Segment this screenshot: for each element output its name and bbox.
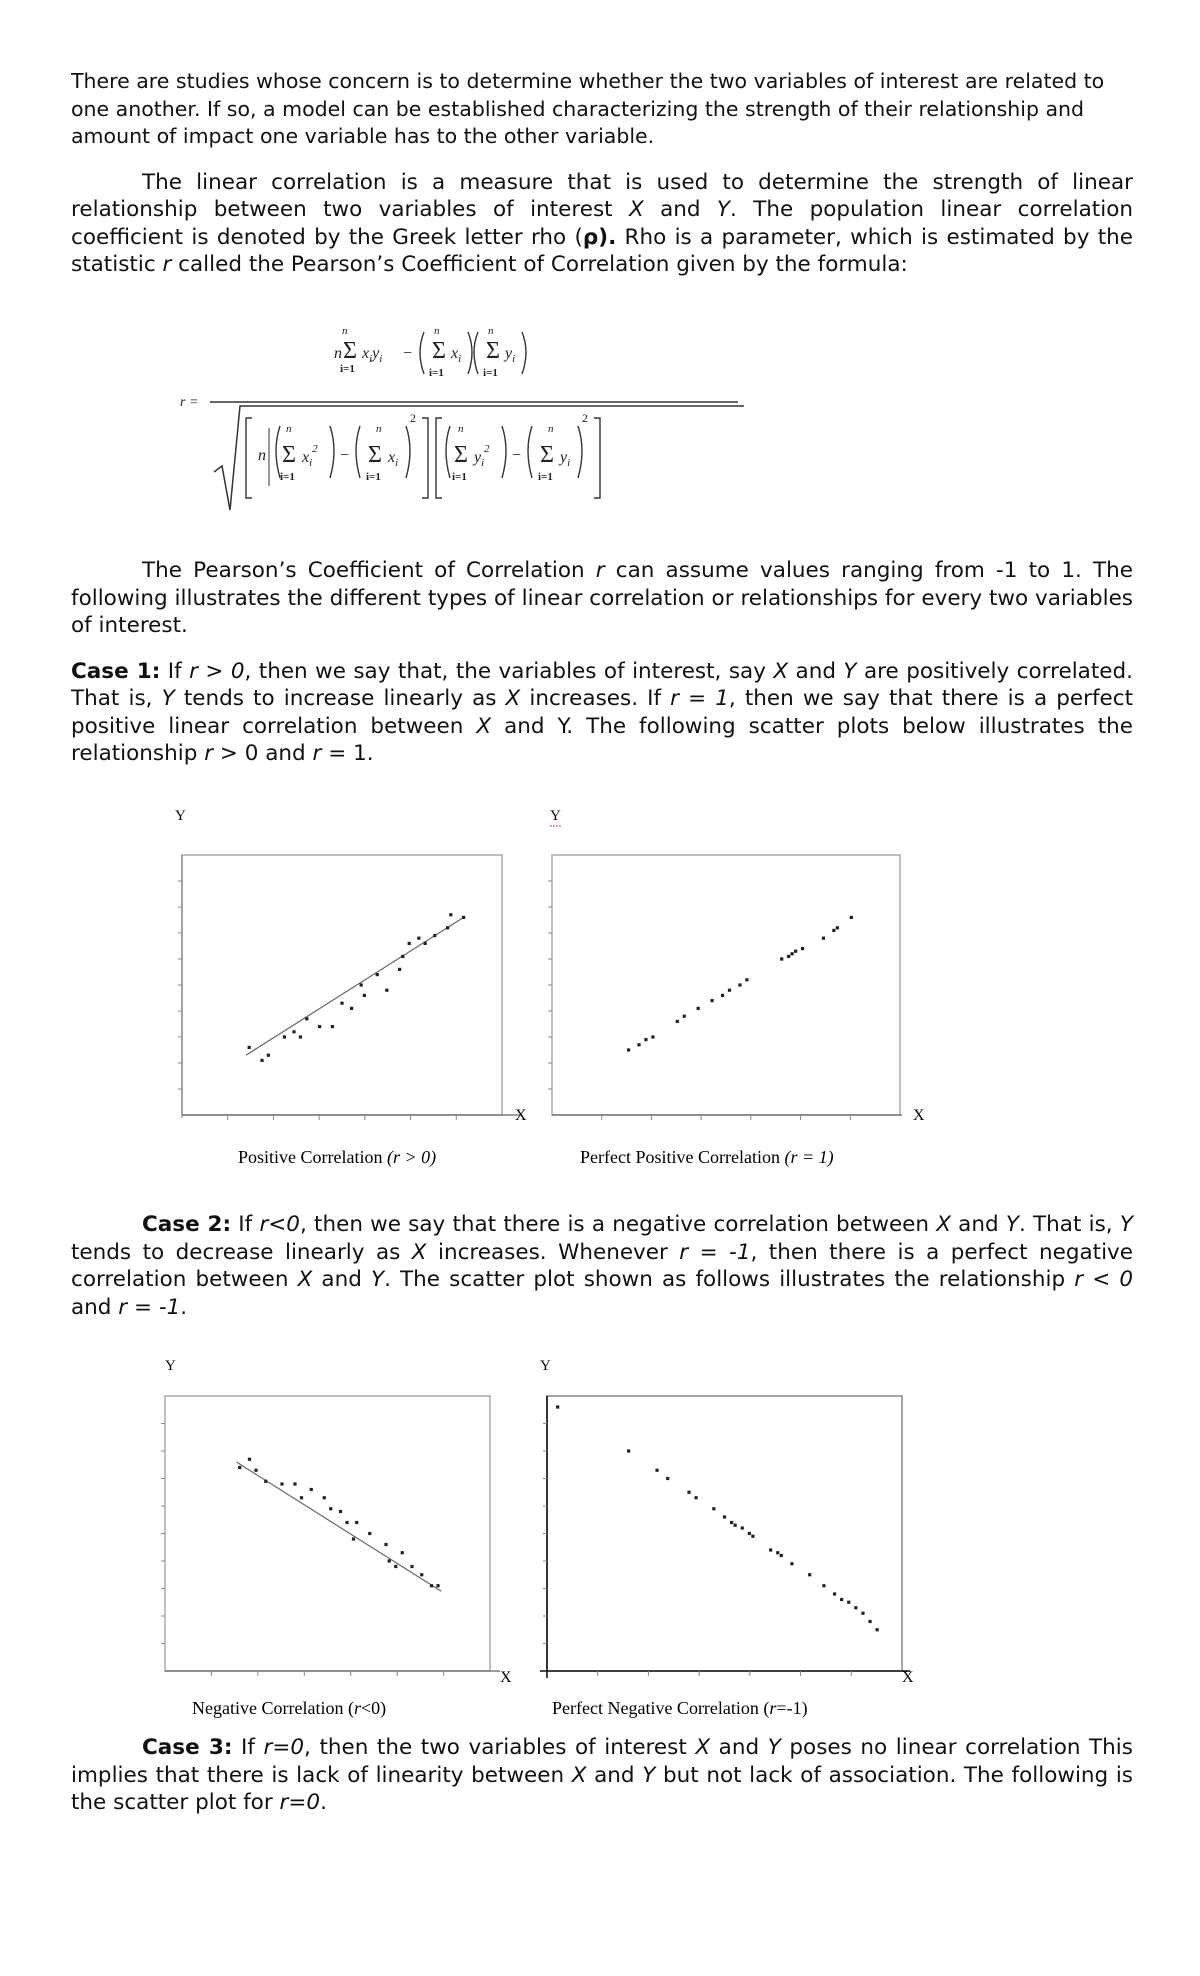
limit-i1: i=1 (429, 367, 444, 379)
data-point (360, 983, 363, 986)
caption-r: r (353, 1698, 361, 1718)
square-exp: 2 (582, 411, 588, 425)
plot-frame (547, 1396, 902, 1671)
text-run: increases. Whenever (426, 1239, 680, 1265)
sum-sign: Σ (343, 338, 357, 364)
data-point (267, 1054, 270, 1057)
data-point (741, 1526, 744, 1529)
data-point (436, 1584, 439, 1587)
var-r: r (204, 741, 214, 766)
data-point (776, 1551, 779, 1554)
math: r=0 (279, 1790, 321, 1815)
data-point (712, 1507, 715, 1510)
xi: $x_i$ (388, 449, 399, 469)
data-point (424, 942, 427, 945)
data-point (683, 1015, 686, 1018)
y-axis-label: Y (540, 1358, 551, 1374)
sum-sign: Σ (540, 442, 554, 468)
var-r: r (162, 252, 172, 277)
text-run: = 1. (321, 741, 374, 766)
data-point (449, 913, 452, 916)
data-point (305, 1017, 308, 1020)
text-run: poses no linear correlation This implies that there is lack of linearity between (71, 1735, 1133, 1788)
math: r < 0 (1074, 1267, 1134, 1292)
case2-paragraph (71, 1211, 1133, 1321)
data-point (721, 994, 724, 997)
yi: $y_i$ (560, 449, 571, 469)
limit-n: n (548, 423, 554, 435)
math: r = -1 (118, 1294, 181, 1320)
data-point (710, 999, 713, 1002)
text-run: tends to increase linearly as (174, 686, 506, 711)
data-point (556, 1405, 559, 1408)
data-point (339, 1510, 342, 1513)
minus: − (340, 447, 350, 464)
limit-n: n (458, 423, 464, 435)
data-point (833, 1592, 836, 1595)
caption-tail: <0) (360, 1698, 387, 1718)
data-point (254, 1469, 257, 1472)
data-point (695, 1496, 698, 1499)
text-run: but not lack of association. The following is the scatter plot for (71, 1762, 1133, 1815)
text-run: The Pearson’s Coefficient of Correlation (142, 558, 596, 583)
caption-text: Negative Correlation ( (192, 1698, 354, 1718)
var-y: Y (642, 1762, 656, 1788)
data-point (355, 1521, 358, 1524)
caption-text: Positive Correlation (238, 1147, 387, 1167)
xi: $x_i$ (451, 345, 462, 365)
data-point (627, 1048, 630, 1051)
data-point (350, 1007, 353, 1010)
trend-line (246, 917, 464, 1055)
text-run: and (788, 658, 844, 684)
case3-section (71, 1734, 1133, 1817)
data-point (293, 1482, 296, 1485)
data-point (769, 1548, 772, 1551)
data-point (787, 955, 790, 958)
var-y: Y (716, 197, 731, 222)
data-point (300, 1496, 303, 1499)
data-point (363, 994, 366, 997)
data-point (627, 1449, 630, 1452)
chart-negative-marks (161, 1424, 444, 1677)
text-run: . The population linear correlation coefficient is denoted by the Greek letter rho ( (71, 197, 1133, 250)
data-point (410, 1565, 413, 1568)
x-axis-label: X (902, 1669, 914, 1686)
math: r > 0 (189, 658, 245, 684)
data-point (745, 978, 748, 981)
var-x: X (695, 1735, 711, 1760)
positive-correlation-figure (120, 800, 1120, 1190)
data-point (310, 1488, 313, 1491)
data-point (655, 1469, 658, 1472)
text-run: tends to decrease linearly as (71, 1239, 412, 1265)
case2-section (71, 1211, 1133, 1321)
text-run: The linear correlation is a measure that is used to determine the strength of linear relationship between two variables of interest (71, 169, 1133, 222)
data-point (264, 1480, 267, 1483)
data-point (238, 1466, 241, 1469)
text-run: . The scatter plot shown as follows illustrates the relationship (384, 1267, 1075, 1292)
data-point (280, 1482, 283, 1485)
caption-r: r (769, 1698, 777, 1718)
var-x: X (297, 1267, 313, 1292)
limit-i1: i=1 (538, 471, 553, 483)
limit-n: n (286, 423, 292, 435)
data-point (248, 1046, 251, 1049)
data-point (808, 1573, 811, 1576)
data-point (283, 1035, 286, 1038)
math: r = 1 (670, 686, 729, 711)
data-point (734, 1524, 737, 1527)
plot-frame (552, 855, 900, 1115)
caption-tail: =-1) (776, 1698, 808, 1718)
data-point (401, 955, 404, 958)
text-run: If (160, 658, 190, 684)
var-x: X (773, 658, 789, 684)
data-point (388, 1559, 391, 1562)
text-run: called the Pearson’s Coefficient of Correlation given by the formula: (171, 252, 908, 277)
data-point (861, 1612, 864, 1615)
data-point (248, 1458, 251, 1461)
data-point (738, 983, 741, 986)
rho-symbol: ρ). (582, 224, 617, 250)
data-point (676, 1020, 679, 1023)
data-point (323, 1496, 326, 1499)
y-axis-label: Y (550, 808, 561, 824)
data-point (723, 1515, 726, 1518)
data-point (385, 989, 388, 992)
text-run: Rho is a parameter, which is estimated by the statistic (71, 224, 1133, 277)
text-run: . (320, 1790, 327, 1815)
chart-caption (192, 1698, 386, 1718)
data-point (822, 1584, 825, 1587)
text-run: . (180, 1294, 188, 1320)
lhs-r: r = (180, 395, 199, 410)
data-point (401, 1551, 404, 1554)
data-point (446, 926, 449, 929)
sum-sign: Σ (282, 442, 296, 468)
data-point (847, 1601, 850, 1604)
var-r: r (595, 558, 605, 583)
data-point (462, 916, 465, 919)
chart-caption (580, 1147, 834, 1168)
coef-n: n (334, 345, 342, 362)
data-point (836, 926, 839, 929)
negative-correlation-figure (120, 1348, 1120, 1718)
data-point (790, 1562, 793, 1565)
limit-i1: i=1 (452, 471, 467, 483)
range-paragraph (71, 557, 1133, 640)
chart-positive-marks (178, 881, 465, 1120)
data-point (260, 1059, 263, 1062)
var-y: Y (161, 686, 175, 711)
var-y: Y (767, 1735, 781, 1760)
limit-i1: i=1 (483, 367, 498, 379)
text-run: , then there is a perfect negative correlation between (71, 1239, 1133, 1292)
data-point (876, 1628, 879, 1631)
var-x: X (936, 1212, 951, 1237)
data-point (331, 1025, 334, 1028)
data-point (780, 1554, 783, 1557)
y-axis-label: Y (165, 1358, 176, 1374)
var-y: Y (1119, 1212, 1133, 1237)
text-run: and (643, 197, 717, 222)
data-point (394, 1565, 397, 1568)
sum-sign: Σ (454, 442, 468, 468)
data-point (368, 1532, 371, 1535)
caption-text: Perfect Positive Correlation (580, 1147, 785, 1167)
data-point (751, 1535, 754, 1538)
data-point (408, 942, 411, 945)
text-run: and (312, 1267, 371, 1292)
data-point (780, 957, 783, 960)
var-x: X (505, 686, 521, 711)
text-run: increases. If (520, 686, 671, 711)
data-point (794, 950, 797, 953)
data-point (791, 952, 794, 955)
yi-squared: $y_i^2$ (474, 443, 490, 469)
data-point (822, 937, 825, 940)
yi: $y_i$ (505, 345, 516, 365)
case2-label: Case 2: (142, 1212, 232, 1237)
var-x: X (411, 1239, 427, 1265)
data-point (666, 1477, 669, 1480)
limit-i1: i=1 (340, 363, 355, 375)
data-point (730, 1521, 733, 1524)
math: r=0 (263, 1735, 305, 1760)
data-point (644, 1038, 647, 1041)
text-run: > 0 and (213, 741, 313, 766)
case1-paragraph (71, 658, 1133, 768)
math: r = -1 (679, 1239, 751, 1265)
data-point (398, 968, 401, 971)
y-axis-label: Y (175, 808, 186, 824)
case1-label: Case 1: (71, 658, 161, 684)
data-point (697, 1007, 700, 1010)
text-run: and (586, 1762, 643, 1788)
data-point (832, 929, 835, 932)
data-point (651, 1035, 654, 1038)
data-point (417, 937, 420, 940)
limit-n: n (376, 423, 382, 435)
data-point (840, 1598, 843, 1601)
limit-n: n (488, 325, 494, 337)
data-point (318, 1025, 321, 1028)
caption-text: Perfect Negative Correlation ( (552, 1698, 770, 1718)
case3-label: Case 3: (142, 1735, 233, 1760)
data-point (376, 973, 379, 976)
sum-sign: Σ (432, 338, 446, 364)
var-x: X (571, 1762, 587, 1788)
data-point (868, 1620, 871, 1623)
text-run: , then we say that there is a negative correlation between (299, 1212, 937, 1237)
text-run: can assume values ranging from -1 to 1. The following illustrates the different types of linear correlation or relationships for every two variables of interest. (71, 558, 1133, 638)
data-point (748, 1532, 751, 1535)
var-r: r (312, 741, 322, 766)
data-point (299, 1035, 302, 1038)
minus: − (403, 345, 413, 362)
chart-perfect-positive-marks (548, 881, 853, 1120)
data-point (352, 1537, 355, 1540)
data-point (430, 1584, 433, 1587)
case3-paragraph (71, 1734, 1133, 1817)
data-point (850, 916, 853, 919)
intro-paragraph: There are studies whose concern is to determine whether the two variables of interest are related to one another. If so, a model can be established characterizing the strength of their relationship and amount of impact one variable has to the other variable. (71, 69, 1105, 148)
text-run: are positively correlated. That is, (71, 658, 1133, 711)
sum-sign: Σ (368, 442, 382, 468)
data-point (384, 1543, 387, 1546)
x-axis-label: X (515, 1107, 527, 1124)
data-point (345, 1521, 348, 1524)
data-point (292, 1030, 295, 1033)
square-exp: 2 (410, 411, 416, 425)
text-run: and (71, 1294, 119, 1320)
xi-squared: $x_i^2$ (302, 443, 318, 469)
text-run: , then we say that there is a perfect positive linear correlation between (71, 686, 1133, 739)
minus: − (512, 447, 522, 464)
text-run: , then we say that, the variables of interest, say (244, 658, 774, 684)
var-x: X (476, 713, 492, 739)
limit-n: n (342, 325, 348, 337)
data-point (637, 1043, 640, 1046)
text-run: , then the two variables of interest (304, 1735, 696, 1760)
limit-n: n (434, 325, 440, 337)
text-run: and Y. The following scatter plots below illustrates the relationship (71, 713, 1133, 766)
plot-frame (182, 855, 502, 1115)
xiyi: $x_iy_i$ (362, 345, 383, 365)
x-axis-label: X (913, 1107, 925, 1124)
var-y: Y (1005, 1212, 1019, 1237)
limit-i1: i=1 (366, 471, 381, 483)
data-point (854, 1606, 857, 1609)
text-run: . That is, (1018, 1212, 1120, 1237)
data-point (728, 989, 731, 992)
pearson-definition-paragraph (71, 169, 1133, 279)
chart-caption (552, 1698, 808, 1718)
text-run: If (232, 1735, 264, 1760)
var-y: Y (370, 1267, 385, 1292)
var-y: Y (843, 658, 857, 684)
var-x: X (628, 197, 644, 222)
chart-perfect-negative-marks (543, 1405, 879, 1676)
coef-n: n (258, 447, 266, 464)
text-run: and (710, 1735, 768, 1760)
math: r<0 (259, 1212, 300, 1237)
data-point (433, 934, 436, 937)
data-point (329, 1507, 332, 1510)
x-axis-label: X (500, 1669, 512, 1686)
plot-frame (165, 1396, 490, 1671)
sum-sign: Σ (486, 338, 500, 364)
data-point (801, 947, 804, 950)
data-point (420, 1573, 423, 1576)
caption-r: (r = 1) (784, 1147, 834, 1167)
data-point (340, 1002, 343, 1005)
range-section (71, 557, 1133, 768)
text-run: If (231, 1212, 260, 1237)
data-point (687, 1491, 690, 1494)
document-body (71, 68, 1133, 279)
caption-r: (r > 0) (386, 1147, 437, 1167)
chart-caption (238, 1147, 436, 1168)
pearson-formula (170, 310, 750, 520)
text-run: and (950, 1212, 1006, 1237)
limit-i1: i=1 (280, 471, 295, 483)
